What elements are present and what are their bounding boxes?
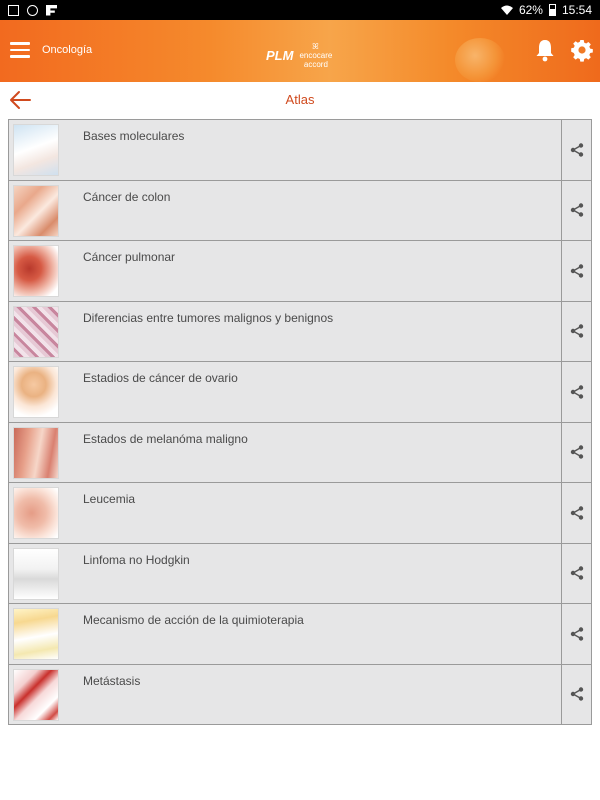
thumbnail-image — [13, 124, 59, 176]
list-item[interactable] — [9, 181, 591, 242]
thumbnail-image — [13, 245, 59, 297]
share-button[interactable] — [561, 544, 591, 604]
atlas-list — [8, 119, 592, 725]
share-icon — [570, 445, 584, 459]
list-item-label: Leucemia — [83, 492, 136, 506]
title-bar — [0, 82, 600, 118]
thumbnail-image — [13, 548, 59, 600]
share-button[interactable] — [561, 604, 591, 664]
list-item[interactable] — [9, 120, 591, 181]
clock: 15:54 — [561, 3, 592, 17]
list-item[interactable] — [9, 241, 591, 302]
partner-dots-icon: ꕤ — [312, 42, 320, 51]
share-button[interactable] — [561, 302, 591, 362]
list-item-label: Estadios de cáncer de ovario — [83, 371, 238, 385]
page-title: Atlas — [285, 92, 315, 107]
status-left — [8, 5, 57, 16]
image-icon — [8, 5, 19, 16]
list-item[interactable] — [9, 483, 591, 544]
sync-icon — [27, 5, 38, 16]
list-item-label: Bases moleculares — [83, 129, 185, 143]
section-name: Oncología — [42, 44, 93, 56]
list-item-label: Cáncer de colon — [83, 189, 171, 204]
list-item[interactable] — [9, 423, 591, 484]
thumbnail-image — [13, 608, 59, 660]
menu-icon[interactable] — [10, 42, 30, 58]
share-icon — [570, 203, 584, 217]
list-item-label: Metástasis — [83, 673, 141, 688]
list-item-label: Diferencias entre tumores malignos y benignos — [83, 310, 334, 325]
share-button[interactable] — [561, 241, 591, 301]
share-button[interactable] — [561, 483, 591, 543]
thumbnail-image — [13, 185, 59, 237]
flipboard-icon — [46, 5, 57, 16]
list-item[interactable] — [9, 604, 591, 665]
thumbnail-image — [13, 427, 59, 479]
share-icon — [570, 687, 584, 701]
battery-level: 62% — [518, 3, 543, 17]
share-icon — [570, 264, 584, 278]
share-button[interactable] — [561, 423, 591, 483]
share-icon — [570, 143, 584, 157]
globe-decoration — [455, 38, 505, 82]
list-item-label: Linfoma no Hodgkin — [83, 552, 190, 567]
share-icon — [570, 627, 584, 641]
thumbnail-image — [13, 487, 59, 539]
share-button[interactable] — [561, 181, 591, 241]
thumbnail-image — [13, 366, 59, 418]
share-button[interactable] — [561, 120, 591, 180]
share-button[interactable] — [561, 665, 591, 725]
brand-logo — [266, 42, 332, 69]
list-item-label: Cáncer pulmonar — [83, 250, 176, 264]
share-icon — [570, 324, 584, 338]
gear-icon[interactable] — [571, 38, 593, 62]
thumbnail-image — [13, 669, 59, 721]
brand-partner — [299, 42, 332, 69]
list-item-label: Mecanismo de acción de la quimioterapia — [83, 613, 304, 627]
list-item[interactable] — [9, 362, 591, 423]
brand-partner-line1: encocare — [299, 51, 333, 60]
share-icon — [570, 566, 584, 580]
battery-icon — [549, 4, 556, 16]
brand-partner-line2: accord — [303, 60, 328, 69]
status-bar — [0, 0, 600, 20]
status-right — [501, 3, 592, 17]
wifi-icon — [501, 5, 513, 15]
brand-plm: PLM — [266, 48, 294, 63]
list-item[interactable] — [9, 665, 591, 726]
share-icon — [570, 385, 584, 399]
app-header — [0, 20, 600, 82]
thumbnail-image — [13, 306, 59, 358]
bell-icon[interactable] — [535, 38, 555, 62]
list-item-label: Estados de melanóma maligno — [83, 431, 248, 446]
share-button[interactable] — [561, 362, 591, 422]
share-icon — [570, 506, 584, 520]
list-item[interactable] — [9, 302, 591, 363]
list-item[interactable] — [9, 544, 591, 605]
